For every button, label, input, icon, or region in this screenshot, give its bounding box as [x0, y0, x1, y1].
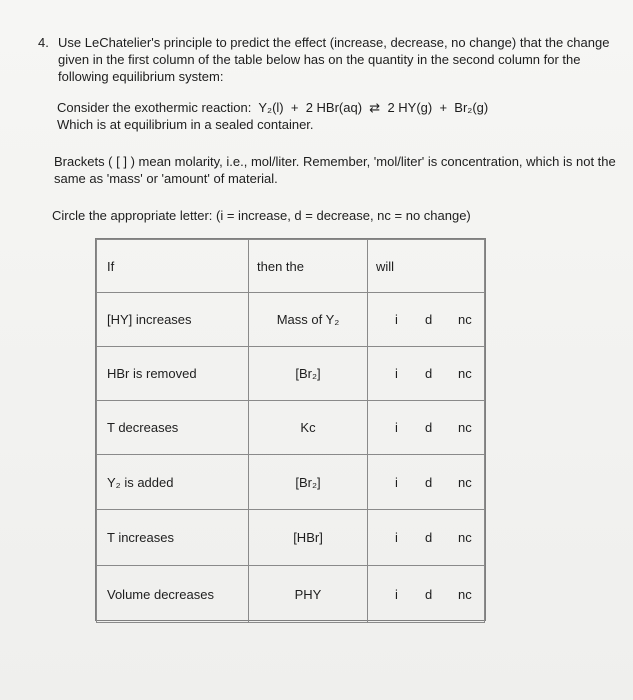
option-decrease[interactable]: d	[425, 586, 433, 602]
options-cell	[368, 401, 485, 455]
product-1: 2 HY(g)	[387, 100, 433, 115]
equilibrium-note: Which is at equilibrium in a sealed container.	[57, 117, 314, 132]
quantity-cell: Mass of Y₂	[249, 293, 368, 347]
header-will: will	[368, 240, 485, 293]
reactant-2: 2 HBr(aq)	[305, 100, 363, 115]
option-decrease[interactable]: d	[425, 366, 433, 381]
change-cell: Y₂ is added	[97, 455, 249, 510]
table-row	[97, 510, 485, 566]
option-no-change[interactable]: nc	[458, 312, 472, 327]
options-cell	[368, 566, 485, 623]
table-row	[97, 566, 485, 623]
header-if: If	[97, 240, 249, 293]
table-row	[97, 455, 485, 510]
option-increase[interactable]: i	[395, 312, 398, 327]
option-increase[interactable]: i	[395, 530, 398, 545]
reaction-lead: Consider the exothermic reaction:	[57, 100, 252, 115]
change-cell: HBr is removed	[97, 347, 249, 401]
option-no-change[interactable]: nc	[458, 420, 472, 435]
reaction-block	[57, 99, 488, 133]
quantity-cell: PHY	[249, 566, 368, 623]
equilibrium-arrow-icon: ⇄	[369, 100, 381, 115]
table-row	[97, 347, 485, 401]
options-cell	[368, 510, 485, 566]
table-row	[97, 401, 485, 455]
question-4	[38, 34, 623, 85]
table-header-row	[97, 240, 485, 293]
question-number: 4.	[38, 35, 49, 50]
option-no-change[interactable]: nc	[458, 366, 472, 381]
answer-table	[95, 238, 486, 621]
brackets-note: Brackets ( [ ] ) mean molarity, i.e., mol/liter. Remember, 'mol/liter' is concentration, which is not the same as 'mass' or 'amount' of material.	[54, 154, 616, 186]
change-cell: Volume decreases	[97, 566, 249, 623]
header-then-the: then the	[249, 240, 368, 293]
option-no-change[interactable]: nc	[458, 530, 472, 545]
option-decrease[interactable]: d	[425, 420, 433, 435]
option-decrease[interactable]: d	[425, 474, 433, 490]
quantity-cell: [Br₂]	[249, 455, 368, 510]
option-increase[interactable]: i	[395, 420, 398, 435]
reactant-1: Y₂(l)	[258, 100, 284, 115]
option-no-change[interactable]: nc	[458, 586, 472, 602]
change-cell: T increases	[97, 510, 249, 566]
option-increase[interactable]: i	[395, 366, 398, 381]
change-cell: T decreases	[97, 401, 249, 455]
plus-sign-1: +	[290, 100, 299, 115]
options-cell	[368, 293, 485, 347]
option-decrease[interactable]: d	[425, 530, 433, 545]
question-prompt: Use LeChatelier's principle to predict the effect (increase, decrease, no change) that the change given in the first column of the table below has on the quantity in the second column for the following equilibrium system:	[58, 35, 610, 84]
options-cell	[368, 455, 485, 510]
option-no-change[interactable]: nc	[458, 474, 472, 490]
option-increase[interactable]: i	[395, 474, 398, 490]
quantity-cell: [Br₂]	[249, 347, 368, 401]
options-cell	[368, 347, 485, 401]
change-cell: [HY] increases	[97, 293, 249, 347]
option-decrease[interactable]: d	[425, 312, 433, 327]
table-row	[97, 293, 485, 347]
reaction-equation	[57, 99, 488, 116]
quantity-cell: Kc	[249, 401, 368, 455]
plus-sign-2: +	[439, 100, 448, 115]
instruction-text: Circle the appropriate letter: (i = increase, d = decrease, nc = no change)	[52, 208, 471, 223]
quantity-cell: [HBr]	[249, 510, 368, 566]
product-2: Br₂(g)	[454, 100, 489, 115]
option-increase[interactable]: i	[395, 586, 398, 602]
